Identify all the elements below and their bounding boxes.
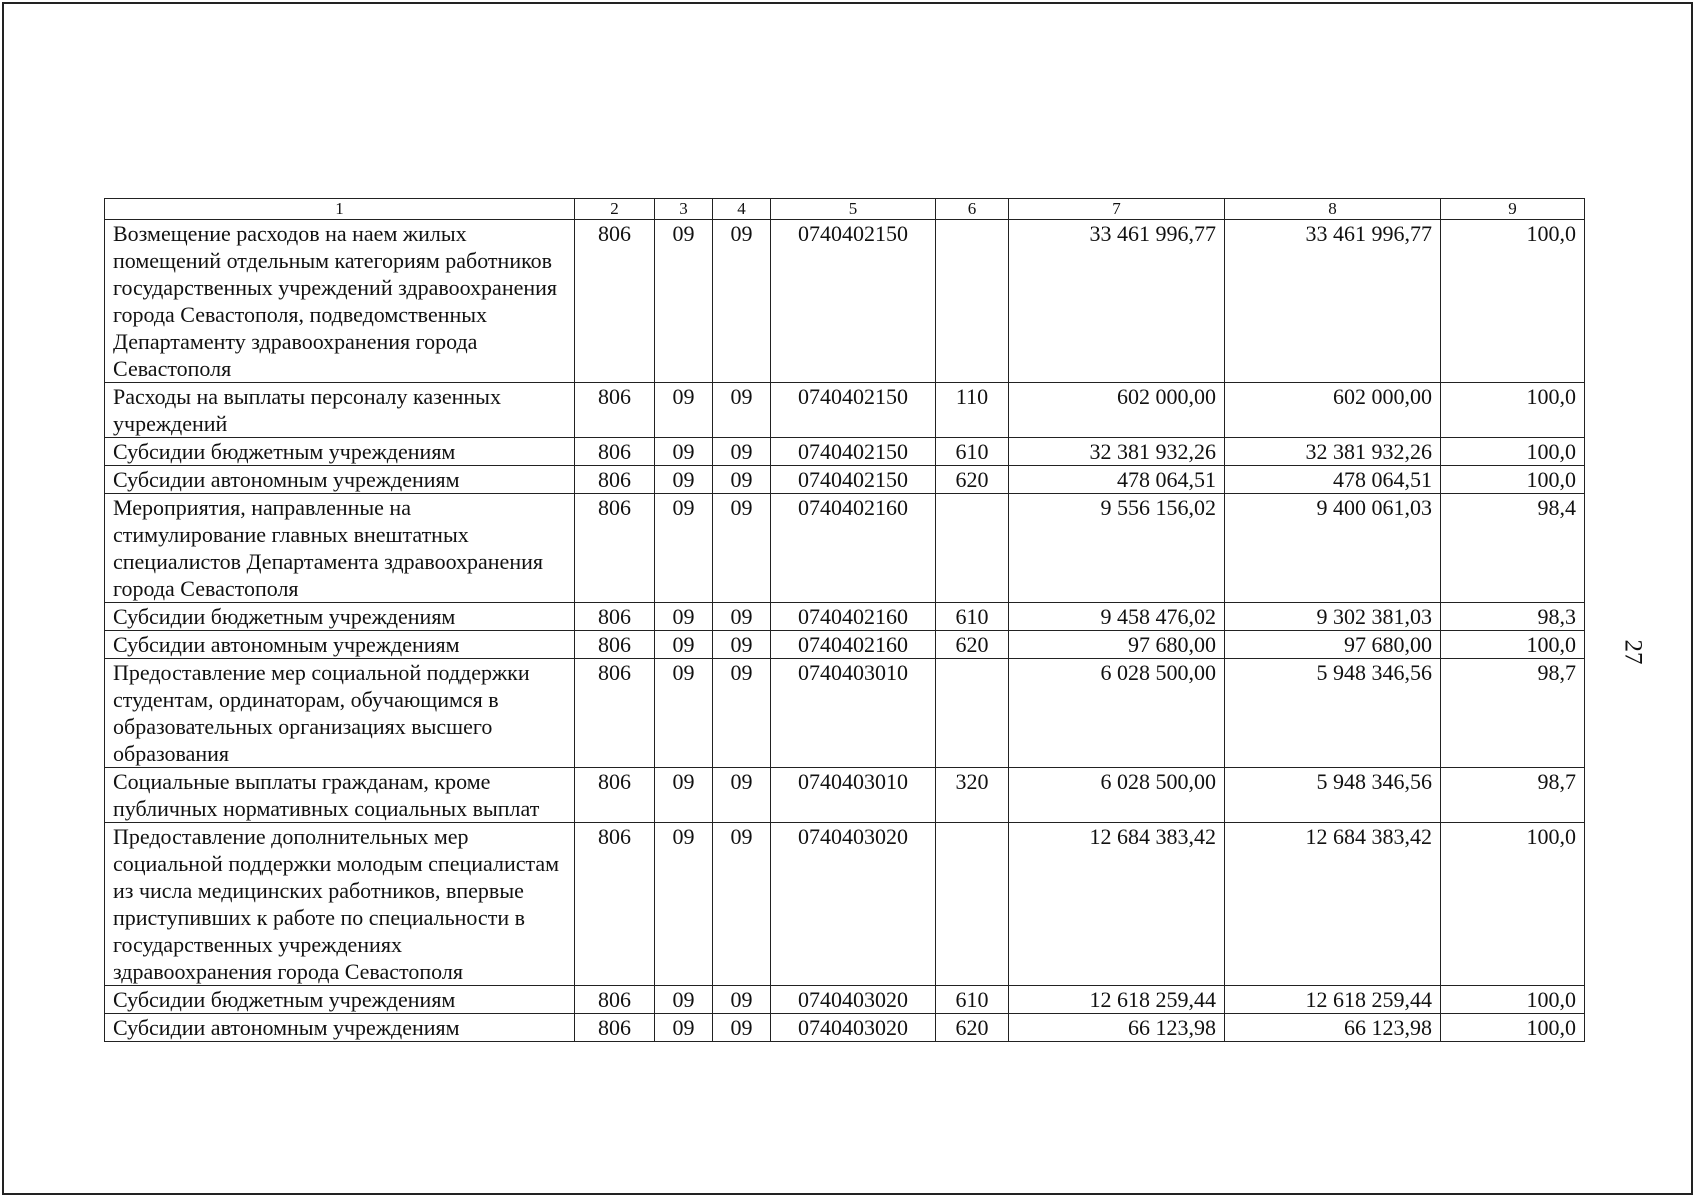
row-code-3: 09: [655, 494, 713, 603]
table-body: [105, 199, 1585, 1042]
row-code-4: 09: [713, 986, 771, 1014]
row-code-3: 09: [655, 220, 713, 383]
row-name: Субсидии бюджетным учреждениям: [105, 603, 575, 631]
row-code-3: 09: [655, 383, 713, 438]
row-code-4: 09: [713, 438, 771, 466]
row-code-2: 806: [575, 1014, 655, 1042]
row-code-4: 09: [713, 383, 771, 438]
row-code-3: 09: [655, 466, 713, 494]
row-percent-9: 100,0: [1441, 1014, 1585, 1042]
row-amount-8: 32 381 932,26: [1225, 438, 1441, 466]
row-amount-8: 66 123,98: [1225, 1014, 1441, 1042]
row-code-3: 09: [655, 823, 713, 986]
row-amount-7: 66 123,98: [1009, 1014, 1225, 1042]
row-code-2: 806: [575, 466, 655, 494]
row-code-2: 806: [575, 603, 655, 631]
row-code-6: 110: [936, 383, 1009, 438]
row-code-6: [936, 823, 1009, 986]
row-code-6: 610: [936, 603, 1009, 631]
row-amount-7: 33 461 996,77: [1009, 220, 1225, 383]
row-amount-7: 6 028 500,00: [1009, 768, 1225, 823]
row-amount-7: 32 381 932,26: [1009, 438, 1225, 466]
header-row: [105, 199, 1585, 220]
row-code-5: 0740402150: [771, 466, 936, 494]
table-row: [105, 823, 1585, 986]
row-code-3: 09: [655, 986, 713, 1014]
header-cell-8: 8: [1225, 199, 1441, 220]
header-cell-2: 2: [575, 199, 655, 220]
row-code-6: 610: [936, 986, 1009, 1014]
row-name: Субсидии автономным учреждениям: [105, 631, 575, 659]
row-code-5: 0740403010: [771, 659, 936, 768]
row-code-4: 09: [713, 494, 771, 603]
row-name: Социальные выплаты гражданам, кроме публичных нормативных социальных выплат: [105, 768, 575, 823]
row-code-3: 09: [655, 768, 713, 823]
row-code-5: 0740402160: [771, 631, 936, 659]
budget-table: [104, 198, 1585, 1042]
row-code-2: 806: [575, 986, 655, 1014]
row-percent-9: 100,0: [1441, 438, 1585, 466]
row-code-3: 09: [655, 438, 713, 466]
row-code-6: [936, 494, 1009, 603]
row-amount-8: 12 618 259,44: [1225, 986, 1441, 1014]
table-row: [105, 1014, 1585, 1042]
row-code-2: 806: [575, 494, 655, 603]
row-amount-7: 602 000,00: [1009, 383, 1225, 438]
row-name: Субсидии автономным учреждениям: [105, 466, 575, 494]
row-amount-8: 5 948 346,56: [1225, 659, 1441, 768]
row-name: Расходы на выплаты персоналу казенных учреждений: [105, 383, 575, 438]
row-code-5: 0740402150: [771, 383, 936, 438]
row-code-4: 09: [713, 631, 771, 659]
row-code-2: 806: [575, 823, 655, 986]
row-amount-7: 478 064,51: [1009, 466, 1225, 494]
row-amount-7: 6 028 500,00: [1009, 659, 1225, 768]
row-name: Возмещение расходов на наем жилых помещений отдельным категориям работников государственных учреждений здравоохранения города Севастополя, подведомственных Департаменту здравоохранения города Севастополя: [105, 220, 575, 383]
header-cell-3: 3: [655, 199, 713, 220]
row-code-4: 09: [713, 659, 771, 768]
table-row: [105, 768, 1585, 823]
row-amount-8: 5 948 346,56: [1225, 768, 1441, 823]
row-code-2: 806: [575, 383, 655, 438]
row-code-6: [936, 220, 1009, 383]
row-code-3: 09: [655, 659, 713, 768]
row-percent-9: 100,0: [1441, 466, 1585, 494]
row-percent-9: 98,7: [1441, 659, 1585, 768]
table-row: [105, 494, 1585, 603]
row-code-3: 09: [655, 1014, 713, 1042]
row-percent-9: 100,0: [1441, 823, 1585, 986]
row-percent-9: 98,7: [1441, 768, 1585, 823]
row-code-2: 806: [575, 631, 655, 659]
row-code-2: 806: [575, 659, 655, 768]
table-row: [105, 466, 1585, 494]
row-code-4: 09: [713, 220, 771, 383]
row-code-4: 09: [713, 1014, 771, 1042]
row-code-6: 620: [936, 1014, 1009, 1042]
row-code-4: 09: [713, 823, 771, 986]
row-code-3: 09: [655, 603, 713, 631]
row-code-6: 620: [936, 631, 1009, 659]
row-name: Субсидии бюджетным учреждениям: [105, 986, 575, 1014]
row-code-5: 0740402160: [771, 603, 936, 631]
row-code-2: 806: [575, 438, 655, 466]
row-name: Мероприятия, направленные на стимулирование главных внештатных специалистов Департамента здравоохранения города Севастополя: [105, 494, 575, 603]
row-code-5: 0740402150: [771, 220, 936, 383]
row-percent-9: 100,0: [1441, 986, 1585, 1014]
row-name: Предоставление мер социальной поддержки студентам, ординаторам, обучающимся в образовательных организациях высшего образования: [105, 659, 575, 768]
row-code-6: [936, 659, 1009, 768]
header-cell-6: 6: [936, 199, 1009, 220]
row-name: Субсидии бюджетным учреждениям: [105, 438, 575, 466]
row-code-4: 09: [713, 466, 771, 494]
table-row: [105, 986, 1585, 1014]
row-amount-8: 33 461 996,77: [1225, 220, 1441, 383]
row-amount-7: 97 680,00: [1009, 631, 1225, 659]
row-code-4: 09: [713, 603, 771, 631]
header-cell-7: 7: [1009, 199, 1225, 220]
page-number: 27: [1619, 639, 1647, 665]
row-code-3: 09: [655, 631, 713, 659]
row-code-6: 620: [936, 466, 1009, 494]
row-amount-8: 9 302 381,03: [1225, 603, 1441, 631]
table-row: [105, 438, 1585, 466]
row-percent-9: 100,0: [1441, 631, 1585, 659]
row-amount-8: 9 400 061,03: [1225, 494, 1441, 603]
row-code-5: 0740403020: [771, 823, 936, 986]
table-row: [105, 603, 1585, 631]
row-amount-7: 9 556 156,02: [1009, 494, 1225, 603]
row-percent-9: 98,4: [1441, 494, 1585, 603]
row-code-5: 0740403010: [771, 768, 936, 823]
row-code-5: 0740403020: [771, 1014, 936, 1042]
row-amount-7: 12 684 383,42: [1009, 823, 1225, 986]
table-row: [105, 383, 1585, 438]
row-code-2: 806: [575, 220, 655, 383]
row-amount-7: 12 618 259,44: [1009, 986, 1225, 1014]
header-cell-9: 9: [1441, 199, 1585, 220]
row-percent-9: 98,3: [1441, 603, 1585, 631]
row-code-5: 0740403020: [771, 986, 936, 1014]
row-code-6: 320: [936, 768, 1009, 823]
row-name: Субсидии автономным учреждениям: [105, 1014, 575, 1042]
table-row: [105, 220, 1585, 383]
row-code-5: 0740402160: [771, 494, 936, 603]
row-amount-8: 12 684 383,42: [1225, 823, 1441, 986]
row-name: Предоставление дополнительных мер социальной поддержки молодым специалистам из числа медицинских работников, впервые приступивших к работе по специальности в государственных учреждениях здравоохранения города Севастополя: [105, 823, 575, 986]
header-cell-5: 5: [771, 199, 936, 220]
row-code-6: 610: [936, 438, 1009, 466]
row-amount-7: 9 458 476,02: [1009, 603, 1225, 631]
row-amount-8: 478 064,51: [1225, 466, 1441, 494]
row-code-4: 09: [713, 768, 771, 823]
row-amount-8: 602 000,00: [1225, 383, 1441, 438]
row-percent-9: 100,0: [1441, 383, 1585, 438]
header-cell-1: 1: [105, 199, 575, 220]
header-cell-4: 4: [713, 199, 771, 220]
row-code-2: 806: [575, 768, 655, 823]
table-row: [105, 659, 1585, 768]
row-amount-8: 97 680,00: [1225, 631, 1441, 659]
row-code-5: 0740402150: [771, 438, 936, 466]
table-row: [105, 631, 1585, 659]
row-percent-9: 100,0: [1441, 220, 1585, 383]
